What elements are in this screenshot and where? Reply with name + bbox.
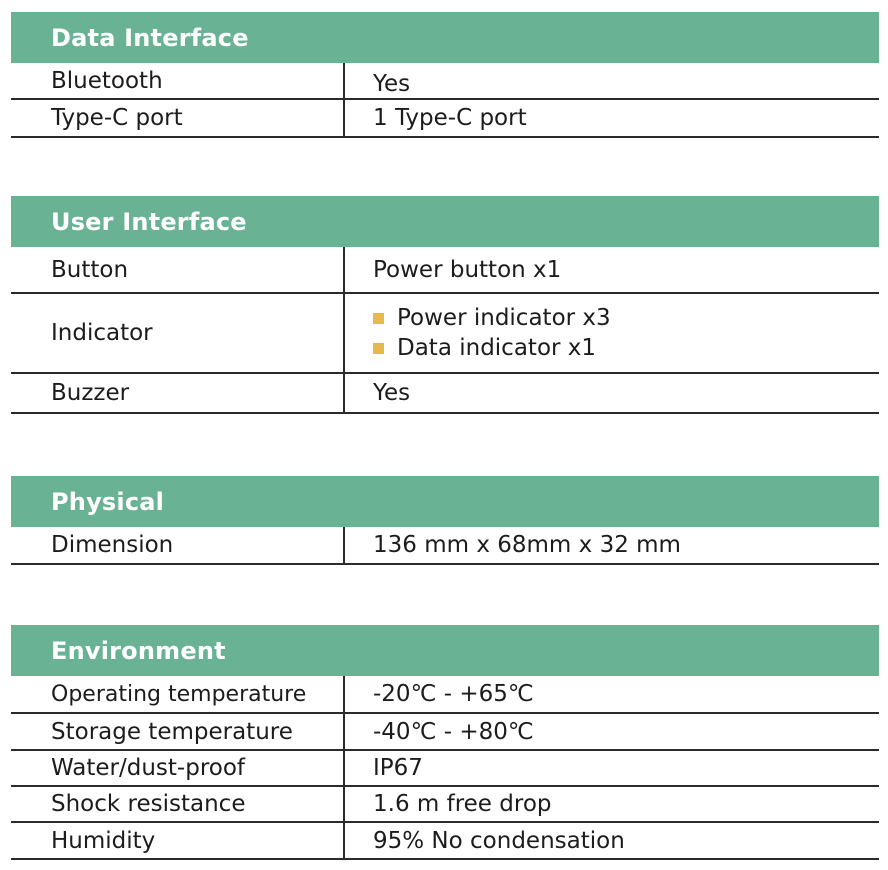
row-label: Indicator bbox=[11, 294, 345, 372]
bullet-square-icon bbox=[373, 343, 384, 354]
row-value: Yes bbox=[373, 70, 411, 97]
row-label: Storage temperature bbox=[11, 714, 345, 749]
list-item-text: Power indicator x3 bbox=[397, 305, 611, 331]
section-environment bbox=[11, 625, 879, 860]
row-value: 1.6 m free drop bbox=[373, 791, 552, 817]
table-row bbox=[11, 247, 879, 294]
row-label: Dimension bbox=[11, 527, 345, 563]
row-label: Button bbox=[11, 247, 345, 292]
table-row bbox=[11, 63, 879, 100]
section-data-interface bbox=[11, 12, 879, 138]
list-item bbox=[373, 303, 611, 333]
indicator-list bbox=[373, 303, 611, 363]
row-label: Water/dust-proof bbox=[11, 751, 345, 785]
table-row bbox=[11, 374, 879, 414]
table-row bbox=[11, 527, 879, 565]
table-row bbox=[11, 823, 879, 860]
row-label: Humidity bbox=[11, 823, 345, 858]
section-title: Environment bbox=[11, 625, 879, 676]
row-value: 136 mm x 68mm x 32 mm bbox=[373, 532, 681, 558]
list-item-text: Data indicator x1 bbox=[397, 335, 597, 361]
row-value: 1 Type-C port bbox=[373, 105, 527, 131]
row-value: Power button x1 bbox=[373, 256, 562, 283]
list-item bbox=[373, 333, 611, 363]
section-user-interface bbox=[11, 196, 879, 414]
row-value: 95% No condensation bbox=[373, 827, 625, 854]
table-row bbox=[11, 294, 879, 374]
table-row bbox=[11, 676, 879, 714]
section-title: User Interface bbox=[11, 196, 879, 247]
table-row bbox=[11, 787, 879, 823]
row-label: Type-C port bbox=[11, 100, 345, 136]
row-label: Shock resistance bbox=[11, 787, 345, 821]
bullet-square-icon bbox=[373, 313, 384, 324]
row-label: Bluetooth bbox=[11, 63, 345, 98]
row-value bbox=[345, 294, 879, 372]
table-row bbox=[11, 751, 879, 787]
section-physical bbox=[11, 476, 879, 565]
row-value: -40℃ - +80℃ bbox=[373, 718, 534, 745]
row-label: Operating temperature bbox=[11, 676, 345, 712]
table-row bbox=[11, 100, 879, 138]
section-title: Physical bbox=[11, 476, 879, 527]
section-title: Data Interface bbox=[11, 12, 879, 63]
table-row bbox=[11, 714, 879, 751]
row-value: -20℃ - +65℃ bbox=[373, 681, 534, 707]
row-value: IP67 bbox=[373, 755, 423, 781]
row-value: Yes bbox=[373, 380, 411, 406]
row-label: Buzzer bbox=[11, 374, 345, 412]
